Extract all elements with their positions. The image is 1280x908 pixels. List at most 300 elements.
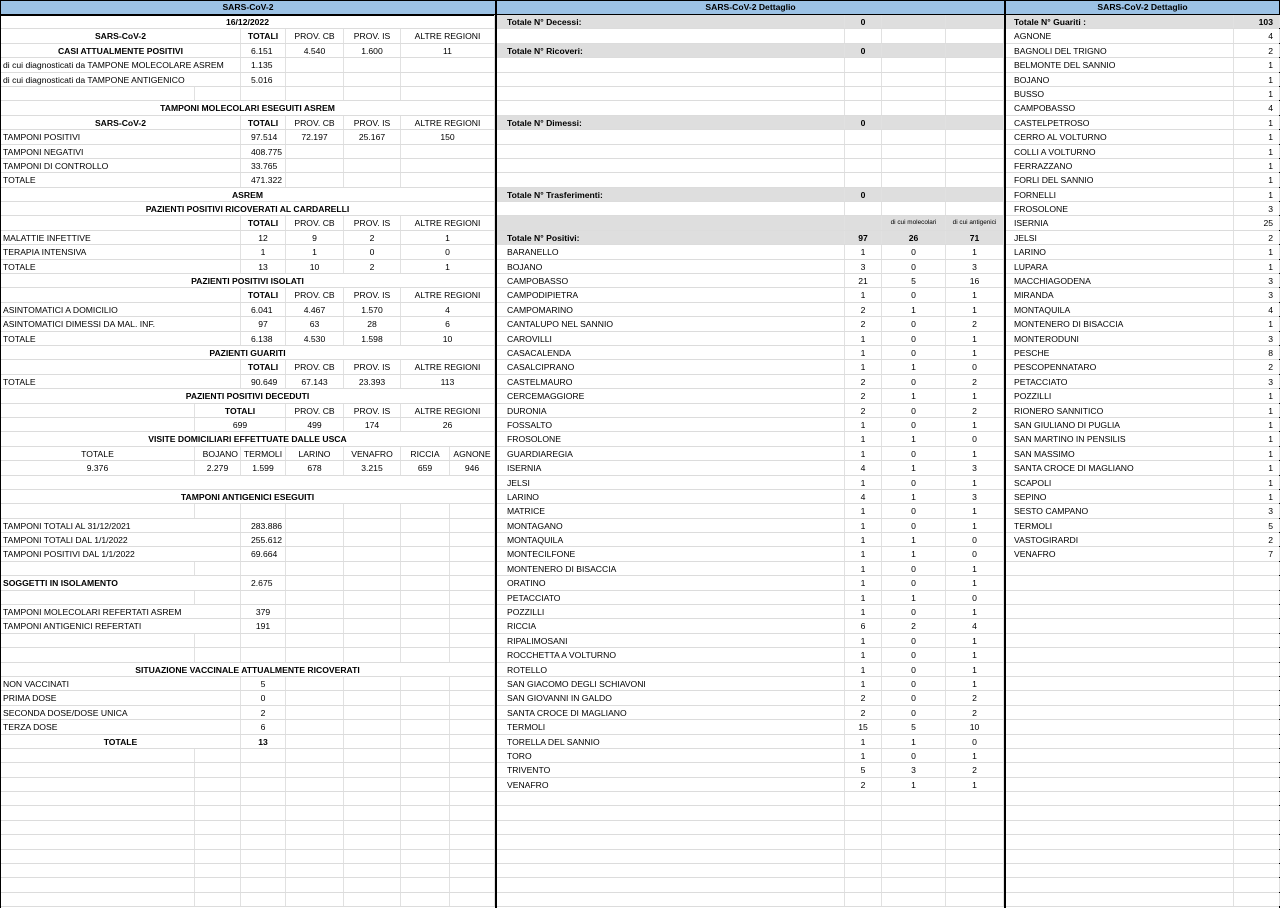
recovered-row xyxy=(1006,288,1279,302)
recovered-municipality: SAN MARTINO IN PENSILIS xyxy=(1006,432,1234,445)
empty-cell xyxy=(497,216,845,229)
empty-cell xyxy=(882,15,946,28)
recovered-count: 1 xyxy=(1234,188,1280,201)
empty-cell xyxy=(344,850,401,863)
empty-cell xyxy=(497,835,845,848)
empty-cell xyxy=(946,792,1004,805)
recovered-municipality: SESTO CAMPANO xyxy=(1006,504,1234,517)
summary-row xyxy=(1,619,495,633)
municipality-row xyxy=(497,360,1004,374)
empty-cell xyxy=(1234,835,1280,848)
summary-row xyxy=(1,44,495,58)
summary-cell: 3.215 xyxy=(344,461,401,474)
municipality-name: SANTA CROCE DI MAGLIANO xyxy=(497,706,845,719)
empty-cell xyxy=(195,864,241,877)
summary-cell: 1.135 xyxy=(241,58,286,71)
empty-cell xyxy=(241,634,286,647)
municipality-molecular: 0 xyxy=(882,476,946,489)
empty-cell xyxy=(401,691,450,704)
empty-cell xyxy=(845,806,882,819)
summary-row xyxy=(1,476,495,490)
empty-cell xyxy=(946,173,1004,186)
summary-cell: 12 xyxy=(241,231,286,244)
empty-cell xyxy=(401,504,450,517)
summary-row xyxy=(1,648,495,662)
empty-cell xyxy=(344,648,401,661)
summary-cell: 90.649 xyxy=(241,375,286,388)
recovered-table xyxy=(1006,15,1279,908)
empty-cell xyxy=(882,821,946,834)
summary-row xyxy=(1,562,495,576)
empty-cell xyxy=(1234,749,1280,762)
recovered-total-row xyxy=(1006,15,1279,29)
municipality-antigen: 2 xyxy=(946,317,1004,330)
empty-cell xyxy=(845,850,882,863)
empty-cell xyxy=(401,735,450,748)
detail-row xyxy=(497,29,1004,43)
municipality-total: 5 xyxy=(845,763,882,776)
detail-empty-row xyxy=(497,864,1004,878)
recovered-empty-row xyxy=(1006,648,1279,662)
municipality-total: 1 xyxy=(845,547,882,560)
summary-row xyxy=(1,375,495,389)
empty-cell xyxy=(845,101,882,114)
discharged-row xyxy=(497,116,1004,130)
empty-cell xyxy=(241,893,286,906)
empty-cell xyxy=(401,87,495,100)
municipality-row xyxy=(497,389,1004,403)
detail-row xyxy=(497,202,1004,216)
empty-cell xyxy=(497,73,845,86)
empty-cell xyxy=(450,806,495,819)
recovered-label: Totale N° Guariti : xyxy=(1006,15,1234,28)
empty-cell xyxy=(946,73,1004,86)
municipality-row xyxy=(497,418,1004,432)
recovered-count: 3 xyxy=(1234,504,1280,517)
empty-cell xyxy=(946,821,1004,834)
recovered-empty-row xyxy=(1006,821,1279,835)
summary-cell: LARINO xyxy=(286,447,344,460)
empty-cell xyxy=(401,720,450,733)
municipality-row xyxy=(497,778,1004,792)
recovered-municipality: LUPARA xyxy=(1006,260,1234,273)
empty-cell xyxy=(946,202,1004,215)
municipality-row xyxy=(497,260,1004,274)
municipality-name: MONTENERO DI BISACCIA xyxy=(497,562,845,575)
recovered-row xyxy=(1006,303,1279,317)
recovered-municipality: CERRO AL VOLTURNO xyxy=(1006,130,1234,143)
summary-empty-row xyxy=(1,850,495,864)
summary-cell: 1.599 xyxy=(241,461,286,474)
transfers-row xyxy=(497,188,1004,202)
municipality-total: 1 xyxy=(845,576,882,589)
municipality-name: TERMOLI xyxy=(497,720,845,733)
empty-cell xyxy=(344,591,401,604)
recovered-panel-header: SARS-CoV-2 Dettaglio xyxy=(1006,0,1279,16)
empty-cell xyxy=(845,202,882,215)
empty-cell xyxy=(344,893,401,906)
municipality-molecular: 1 xyxy=(882,389,946,402)
recovered-empty-row xyxy=(1006,720,1279,734)
recovered-row xyxy=(1006,58,1279,72)
empty-cell xyxy=(401,173,495,186)
summary-row xyxy=(1,101,495,115)
municipality-antigen: 2 xyxy=(946,404,1004,417)
summary-cell: 659 xyxy=(401,461,450,474)
municipality-antigen: 1 xyxy=(946,648,1004,661)
empty-cell xyxy=(497,878,845,891)
empty-cell xyxy=(946,130,1004,143)
summary-cell: TOTALI xyxy=(241,216,286,229)
recovered-count: 1 xyxy=(1234,490,1280,503)
empty-cell xyxy=(450,706,495,719)
municipality-row xyxy=(497,476,1004,490)
recovered-row xyxy=(1006,260,1279,274)
summary-cell: 13 xyxy=(241,260,286,273)
recovered-count: 1 xyxy=(1234,130,1280,143)
municipality-total: 1 xyxy=(845,749,882,762)
hospitalized-row xyxy=(497,44,1004,58)
municipality-row xyxy=(497,461,1004,475)
empty-cell xyxy=(1006,864,1234,877)
municipality-name: JELSI xyxy=(497,476,845,489)
empty-cell xyxy=(401,648,450,661)
municipality-total: 1 xyxy=(845,418,882,431)
empty-cell xyxy=(497,202,845,215)
empty-cell xyxy=(450,735,495,748)
summary-cell: 1 xyxy=(241,245,286,258)
empty-cell xyxy=(497,130,845,143)
empty-cell xyxy=(241,763,286,776)
recovered-municipality: VASTOGIRARDI xyxy=(1006,533,1234,546)
empty-cell xyxy=(286,576,344,589)
empty-cell xyxy=(882,893,946,906)
empty-cell xyxy=(1,806,195,819)
recovered-row xyxy=(1006,490,1279,504)
empty-cell xyxy=(286,864,344,877)
summary-row xyxy=(1,15,495,29)
municipality-molecular: 0 xyxy=(882,245,946,258)
municipality-name: MATRICE xyxy=(497,504,845,517)
empty-cell xyxy=(195,878,241,891)
summary-cell: 1 xyxy=(286,245,344,258)
summary-cell: 4.467 xyxy=(286,303,344,316)
empty-cell xyxy=(241,562,286,575)
recovered-empty-row xyxy=(1006,778,1279,792)
summary-cell: 97.514 xyxy=(241,130,286,143)
empty-cell xyxy=(1,749,195,762)
summary-cell: 379 xyxy=(241,605,286,618)
empty-cell xyxy=(1234,576,1280,589)
empty-cell xyxy=(1,562,195,575)
recovered-count: 1 xyxy=(1234,173,1280,186)
recovered-count: 1 xyxy=(1234,87,1280,100)
empty-cell xyxy=(401,850,450,863)
summary-cell: 0 xyxy=(344,245,401,258)
empty-cell xyxy=(286,73,344,86)
municipality-antigen: 1 xyxy=(946,562,1004,575)
empty-cell xyxy=(344,835,401,848)
summary-row xyxy=(1,591,495,605)
municipality-total: 3 xyxy=(845,260,882,273)
municipality-molecular: 5 xyxy=(882,720,946,733)
detail-row xyxy=(497,73,1004,87)
empty-cell xyxy=(1,634,195,647)
summary-cell: PROV. IS xyxy=(344,360,401,373)
summary-cell: PROV. IS xyxy=(344,216,401,229)
recovered-empty-row xyxy=(1006,850,1279,864)
summary-cell: SARS-CoV-2 xyxy=(1,29,241,42)
detail-panel-header: SARS-CoV-2 Dettaglio xyxy=(497,0,1004,16)
empty-cell xyxy=(401,562,450,575)
municipality-antigen: 1 xyxy=(946,476,1004,489)
empty-cell xyxy=(1,476,495,489)
summary-cell: ALTRE REGIONI xyxy=(401,216,495,229)
empty-cell xyxy=(401,706,450,719)
municipality-total: 2 xyxy=(845,778,882,791)
recovered-count: 1 xyxy=(1234,58,1280,71)
municipality-antigen: 3 xyxy=(946,260,1004,273)
summary-row xyxy=(1,29,495,43)
municipality-molecular: 1 xyxy=(882,360,946,373)
summary-cell: 4 xyxy=(401,303,495,316)
empty-cell xyxy=(497,87,845,100)
municipality-molecular: 0 xyxy=(882,519,946,532)
empty-cell xyxy=(344,720,401,733)
recovered-count: 1 xyxy=(1234,389,1280,402)
empty-cell xyxy=(286,519,344,532)
municipality-row xyxy=(497,763,1004,777)
recovered-municipality: BOJANO xyxy=(1006,73,1234,86)
municipality-row xyxy=(497,634,1004,648)
empty-cell xyxy=(1,893,195,906)
recovered-empty-row xyxy=(1006,893,1279,907)
empty-cell xyxy=(450,591,495,604)
summary-cell: TAMPONI MOLECOLARI REFERTATI ASREM xyxy=(1,605,241,618)
municipality-antigen: 3 xyxy=(946,490,1004,503)
summary-cell: 408.775 xyxy=(241,145,286,158)
empty-cell xyxy=(845,835,882,848)
municipality-row xyxy=(497,663,1004,677)
summary-cell: 23.393 xyxy=(344,375,401,388)
recovered-row xyxy=(1006,332,1279,346)
recovered-row xyxy=(1006,173,1279,187)
recovered-count: 4 xyxy=(1234,303,1280,316)
municipality-name: TRIVENTO xyxy=(497,763,845,776)
municipality-antigen: 1 xyxy=(946,677,1004,690)
empty-cell xyxy=(450,893,495,906)
municipality-name: CAMPODIPIETRA xyxy=(497,288,845,301)
detail-row xyxy=(497,159,1004,173)
municipality-total: 1 xyxy=(845,432,882,445)
summary-cell: TOTALE xyxy=(1,332,241,345)
municipality-molecular: 0 xyxy=(882,504,946,517)
summary-row xyxy=(1,461,495,475)
summary-cell: 699 xyxy=(195,418,286,431)
municipality-molecular: 0 xyxy=(882,706,946,719)
municipality-row xyxy=(497,749,1004,763)
municipality-row xyxy=(497,591,1004,605)
municipality-total: 15 xyxy=(845,720,882,733)
summary-empty-row xyxy=(1,792,495,806)
municipality-antigen: 3 xyxy=(946,461,1004,474)
empty-cell xyxy=(401,864,450,877)
summary-cell: TERZA DOSE xyxy=(1,720,241,733)
municipality-total: 2 xyxy=(845,303,882,316)
summary-row xyxy=(1,260,495,274)
empty-cell xyxy=(401,576,450,589)
empty-cell xyxy=(241,749,286,762)
summary-cell: TOTALI xyxy=(241,288,286,301)
summary-row xyxy=(1,58,495,72)
municipality-total: 6 xyxy=(845,619,882,632)
empty-cell xyxy=(1234,706,1280,719)
recovered-row xyxy=(1006,461,1279,475)
recovered-row xyxy=(1006,432,1279,446)
empty-cell xyxy=(1234,720,1280,733)
empty-cell xyxy=(497,864,845,877)
empty-cell xyxy=(401,677,450,690)
recovered-row xyxy=(1006,188,1279,202)
recovered-count: 1 xyxy=(1234,476,1280,489)
municipality-total: 1 xyxy=(845,663,882,676)
recovered-row xyxy=(1006,389,1279,403)
empty-cell xyxy=(241,504,286,517)
municipality-total: 1 xyxy=(845,504,882,517)
empty-cell xyxy=(845,130,882,143)
municipality-molecular: 0 xyxy=(882,418,946,431)
summary-row xyxy=(1,533,495,547)
summary-cell: 946 xyxy=(450,461,495,474)
municipality-name: SAN GIOVANNI IN GALDO xyxy=(497,691,845,704)
municipality-molecular: 0 xyxy=(882,260,946,273)
municipality-row xyxy=(497,245,1004,259)
empty-cell xyxy=(882,202,946,215)
recovered-municipality: TERMOLI xyxy=(1006,519,1234,532)
summary-cell: 113 xyxy=(401,375,495,388)
empty-cell xyxy=(946,806,1004,819)
empty-cell xyxy=(497,159,845,172)
summary-cell: 678 xyxy=(286,461,344,474)
detail-empty-row xyxy=(497,893,1004,907)
empty-cell xyxy=(401,792,450,805)
empty-cell xyxy=(450,763,495,776)
subheader-row xyxy=(497,216,1004,230)
empty-cell xyxy=(344,58,401,71)
empty-cell xyxy=(195,591,241,604)
summary-cell: 1 xyxy=(401,231,495,244)
summary-row xyxy=(1,691,495,705)
empty-cell xyxy=(450,533,495,546)
empty-cell xyxy=(845,58,882,71)
empty-cell xyxy=(344,749,401,762)
summary-cell: BOJANO xyxy=(195,447,241,460)
empty-cell xyxy=(450,778,495,791)
empty-cell xyxy=(1006,691,1234,704)
empty-cell xyxy=(1006,821,1234,834)
empty-cell xyxy=(450,504,495,517)
municipality-molecular: 1 xyxy=(882,432,946,445)
empty-cell xyxy=(946,835,1004,848)
summary-panel-header: SARS-CoV-2 xyxy=(1,0,495,16)
empty-cell xyxy=(195,648,241,661)
summary-cell: TOTALE xyxy=(1,173,241,186)
summary-cell: 10 xyxy=(286,260,344,273)
municipality-molecular: 1 xyxy=(882,591,946,604)
summary-cell: 9.376 xyxy=(1,461,195,474)
recovered-count: 2 xyxy=(1234,231,1280,244)
summary-cell: 2.675 xyxy=(241,576,286,589)
empty-cell xyxy=(286,778,344,791)
empty-cell xyxy=(882,835,946,848)
recovered-row xyxy=(1006,44,1279,58)
empty-cell xyxy=(241,792,286,805)
summary-cell: TOTALI xyxy=(241,360,286,373)
summary-cell: 69.664 xyxy=(241,547,286,560)
empty-cell xyxy=(401,763,450,776)
empty-cell xyxy=(1,360,241,373)
summary-cell: TOTALI xyxy=(241,29,286,42)
municipality-row xyxy=(497,735,1004,749)
municipality-name: MONTAQUILA xyxy=(497,533,845,546)
empty-cell xyxy=(401,893,450,906)
empty-cell xyxy=(450,619,495,632)
empty-cell xyxy=(450,720,495,733)
municipality-row xyxy=(497,677,1004,691)
summary-empty-row xyxy=(1,864,495,878)
empty-cell xyxy=(497,173,845,186)
summary-cell: 97 xyxy=(241,317,286,330)
recovered-empty-row xyxy=(1006,749,1279,763)
municipality-antigen: 10 xyxy=(946,720,1004,733)
municipality-antigen: 1 xyxy=(946,504,1004,517)
municipality-antigen: 1 xyxy=(946,663,1004,676)
summary-cell: AGNONE xyxy=(450,447,495,460)
recovered-empty-row xyxy=(1006,634,1279,648)
recovered-count: 4 xyxy=(1234,101,1280,114)
municipality-antigen: 0 xyxy=(946,432,1004,445)
empty-cell xyxy=(845,893,882,906)
summary-cell: TOTALE xyxy=(1,375,241,388)
summary-row xyxy=(1,188,495,202)
empty-cell xyxy=(946,159,1004,172)
summary-row xyxy=(1,231,495,245)
empty-cell xyxy=(195,504,241,517)
empty-cell xyxy=(946,188,1004,201)
empty-cell xyxy=(286,619,344,632)
summary-row xyxy=(1,216,495,230)
recovered-municipality: PESCOPENNATARO xyxy=(1006,360,1234,373)
empty-cell xyxy=(1006,806,1234,819)
summary-row xyxy=(1,346,495,360)
recovered-count: 2 xyxy=(1234,360,1280,373)
summary-cell: SECONDA DOSE/DOSE UNICA xyxy=(1,706,241,719)
summary-row xyxy=(1,332,495,346)
summary-cell: 191 xyxy=(241,619,286,632)
empty-cell xyxy=(1234,806,1280,819)
recovered-count: 7 xyxy=(1234,547,1280,560)
recovered-count: 3 xyxy=(1234,274,1280,287)
empty-cell xyxy=(1234,634,1280,647)
municipality-antigen: 0 xyxy=(946,533,1004,546)
deaths-label: Totale N° Decessi: xyxy=(497,15,845,28)
municipality-name: ORATINO xyxy=(497,576,845,589)
recovered-row xyxy=(1006,476,1279,490)
recovered-municipality: VENAFRO xyxy=(1006,547,1234,560)
municipality-total: 2 xyxy=(845,317,882,330)
summary-cell: PROV. CB xyxy=(286,116,344,129)
municipality-antigen: 1 xyxy=(946,576,1004,589)
